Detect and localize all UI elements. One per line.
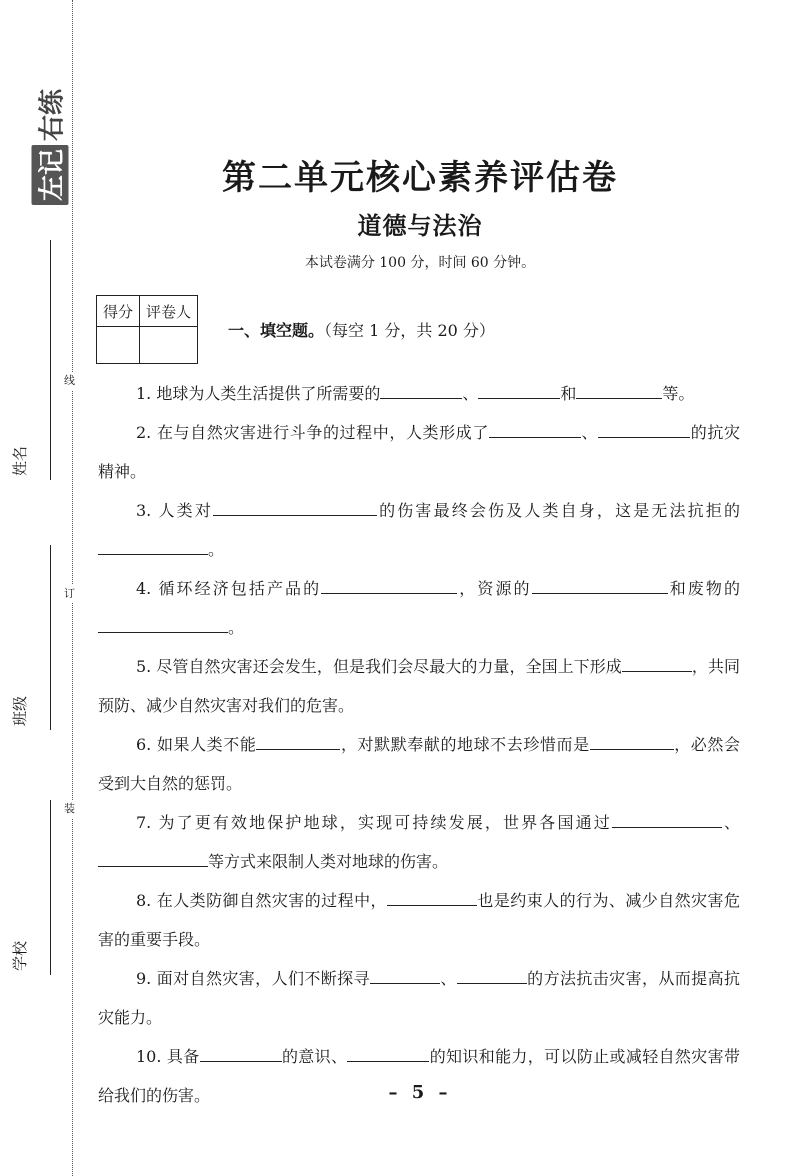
score-cell[interactable] [97,327,140,364]
question-text: 等方式来限制人类对地球的伤害。 [208,852,449,871]
binding-mark-line: 线 [64,372,75,390]
question-3 [98,491,740,569]
question-number: 8. [136,891,152,910]
question-text: 、 [721,813,740,832]
question-number: 9. [136,969,152,988]
question-text: ，共同预防、减少自然灾害对我们的危害。 [98,657,740,715]
question-text: 的意识、 [281,1047,348,1066]
school-field-label: 学校 [11,940,29,971]
answer-blank[interactable] [622,653,692,672]
answer-blank[interactable] [598,419,690,438]
answer-blank[interactable] [590,731,674,750]
question-text: 的伤害最终会伤及人类自身，这是无法抗拒的 [376,501,740,520]
question-text: 等。 [662,384,695,403]
question-number: 5. [136,657,152,676]
question-text: 和废物的 [667,579,740,598]
question-text: 。 [228,618,245,637]
answer-blank[interactable] [457,965,527,984]
question-text: ，资源的 [457,579,532,598]
answer-blank[interactable] [612,809,722,828]
question-4 [98,569,740,647]
question-text: 在人类防御自然灾害的过程中， [156,891,387,910]
binding-mark-bind: 订 [64,585,75,603]
question-5 [98,647,740,725]
question-text: 、 [580,423,599,442]
question-text: ，对默默奉献的地球不去珍惜而是 [340,735,590,754]
binding-mark-install: 装 [64,800,75,818]
answer-blank[interactable] [98,614,228,633]
school-field-line [50,800,51,975]
answer-blank[interactable] [387,887,477,906]
page-title: 第二单元核心素养评估卷 [222,158,618,198]
question-2 [98,413,740,491]
question-text: 、 [439,969,457,988]
question-number: 10. [136,1047,162,1066]
answer-blank[interactable] [489,419,581,438]
answer-blank[interactable] [370,965,440,984]
score-table [96,295,198,364]
name-field-line [50,240,51,480]
question-text: 在与自然灾害进行斗争的过程中，人类形成了 [156,423,489,442]
question-9 [98,959,740,1037]
question-text: 的方法抗击灾害，从而提高抗灾能力。 [98,969,740,1027]
question-text: 具备 [166,1047,200,1066]
question-number: 7. [136,813,152,832]
score-header: 得分 [97,296,140,327]
question-number: 6. [136,735,152,754]
answer-blank[interactable] [98,536,208,555]
question-text: 人类对 [158,501,213,520]
class-field[interactable] [10,545,70,730]
question-7 [98,803,740,881]
question-text: 循环经济包括产品的 [158,579,322,598]
section-heading-detail: （每空 1 分，共 20 分） [324,321,495,340]
question-1 [98,374,740,413]
question-list [98,374,740,1115]
class-field-label: 班级 [11,695,29,726]
question-6 [98,725,740,803]
answer-blank[interactable] [98,848,208,867]
brand-logo [30,82,70,212]
answer-blank[interactable] [478,380,560,399]
question-10 [98,1037,740,1115]
question-text: 为了更有效地保护地球，实现可持续发展，世界各国通过 [158,813,612,832]
answer-blank[interactable] [576,380,662,399]
brand-part2: 右练 [37,88,68,141]
brand-part1: 左记 [32,145,69,205]
answer-blank[interactable] [200,1043,282,1062]
name-field[interactable] [10,240,70,480]
section-heading [228,318,495,341]
question-number: 3. [136,501,152,520]
school-field[interactable] [10,800,70,975]
question-text: ，必然会受到大自然的惩罚。 [98,735,740,793]
exam-note: 本试卷满分 100 分，时间 60 分钟。 [304,255,536,271]
class-field-line [50,545,51,730]
name-field-label: 姓名 [11,445,29,476]
answer-blank[interactable] [532,575,668,594]
answer-blank[interactable] [321,575,457,594]
page-number: – 5 – [388,1082,452,1103]
answer-blank[interactable] [213,497,377,516]
question-number: 4. [136,579,152,598]
grader-cell[interactable] [140,327,198,364]
answer-blank[interactable] [256,731,340,750]
question-text: 、 [462,384,479,403]
page-subtitle: 道德与法治 [357,212,483,240]
question-number: 2. [136,423,152,442]
question-text: 的抗灾精神。 [98,423,740,481]
section-heading-title: 一、填空题。 [228,321,325,340]
question-8 [98,881,740,959]
question-text: 也是约束人的行为、减少自然灾害危害的重要手段。 [98,891,740,949]
question-text: 。 [208,540,225,559]
answer-blank[interactable] [347,1043,429,1062]
grader-header: 评卷人 [140,296,198,327]
answer-blank[interactable] [380,380,462,399]
question-text: 的知识和能力，可以防止或减轻自然灾害带给我们的伤害。 [98,1047,740,1105]
question-text: 地球为人类生活提供了所需要的 [156,384,381,403]
question-number: 1. [136,384,152,403]
question-text: 面对自然灾害，人们不断探寻 [156,969,370,988]
question-text: 如果人类不能 [156,735,257,754]
question-text: 尽管自然灾害还会发生，但是我们会尽最大的力量，全国上下形成 [156,657,622,676]
question-text: 和 [560,384,577,403]
